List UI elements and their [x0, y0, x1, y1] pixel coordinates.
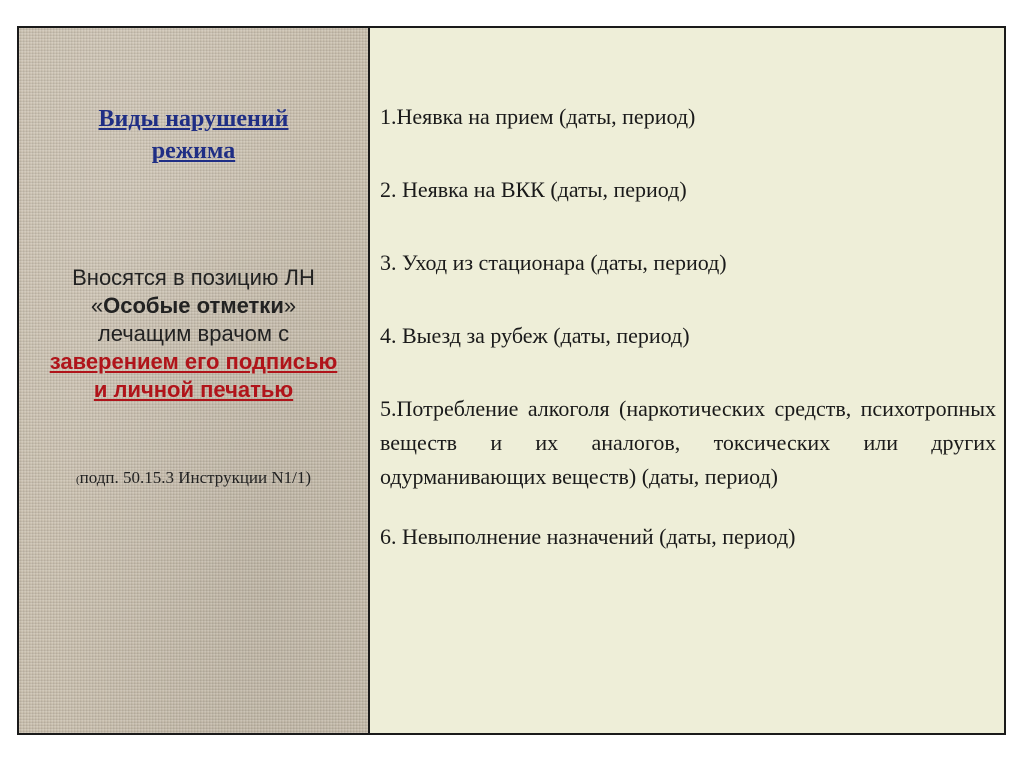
section-heading: [19, 103, 368, 167]
right-cell: [370, 28, 1004, 733]
list-item: 2. Неявка на ВКК (даты, период): [380, 177, 687, 202]
placement-note: [25, 264, 362, 404]
list-item: 5.Потребление алкоголя (наркотических средств, психотропных веществ и их аналогов, токсических или других одурманивающих веществ) (даты, период): [380, 396, 996, 489]
signature-note-line-2: и личной печатью: [93, 377, 294, 402]
list-item: 4. Выезд за рубеж (даты, период): [380, 323, 690, 348]
list-item: 6. Невыполнение назначений (даты, период): [380, 524, 796, 549]
slide-table: [17, 26, 1006, 735]
quote-close: »: [283, 293, 297, 318]
heading-line-2: режима: [151, 138, 236, 164]
ref-text: подп. 50.15.3 Инструкции N1/1): [79, 468, 312, 487]
quote-open: «: [90, 293, 104, 318]
heading-line-1: Виды нарушений: [98, 106, 289, 132]
special-marks-label: Особые отметки: [103, 293, 284, 318]
note-line-2: [25, 292, 362, 320]
list-item: 1.Неявка на прием (даты, период): [380, 104, 696, 129]
note-line-1: Вносятся в позицию ЛН: [72, 265, 315, 290]
list-item: 3. Уход из стационара (даты, период): [380, 250, 727, 275]
note-line-3: лечащим врачом с: [97, 321, 290, 346]
instruction-reference: [19, 468, 368, 488]
ref-paren: (: [75, 474, 80, 486]
violations-list: [380, 100, 996, 593]
signature-note-line-1: заверением его подписью: [49, 349, 338, 374]
left-cell: [19, 28, 370, 733]
